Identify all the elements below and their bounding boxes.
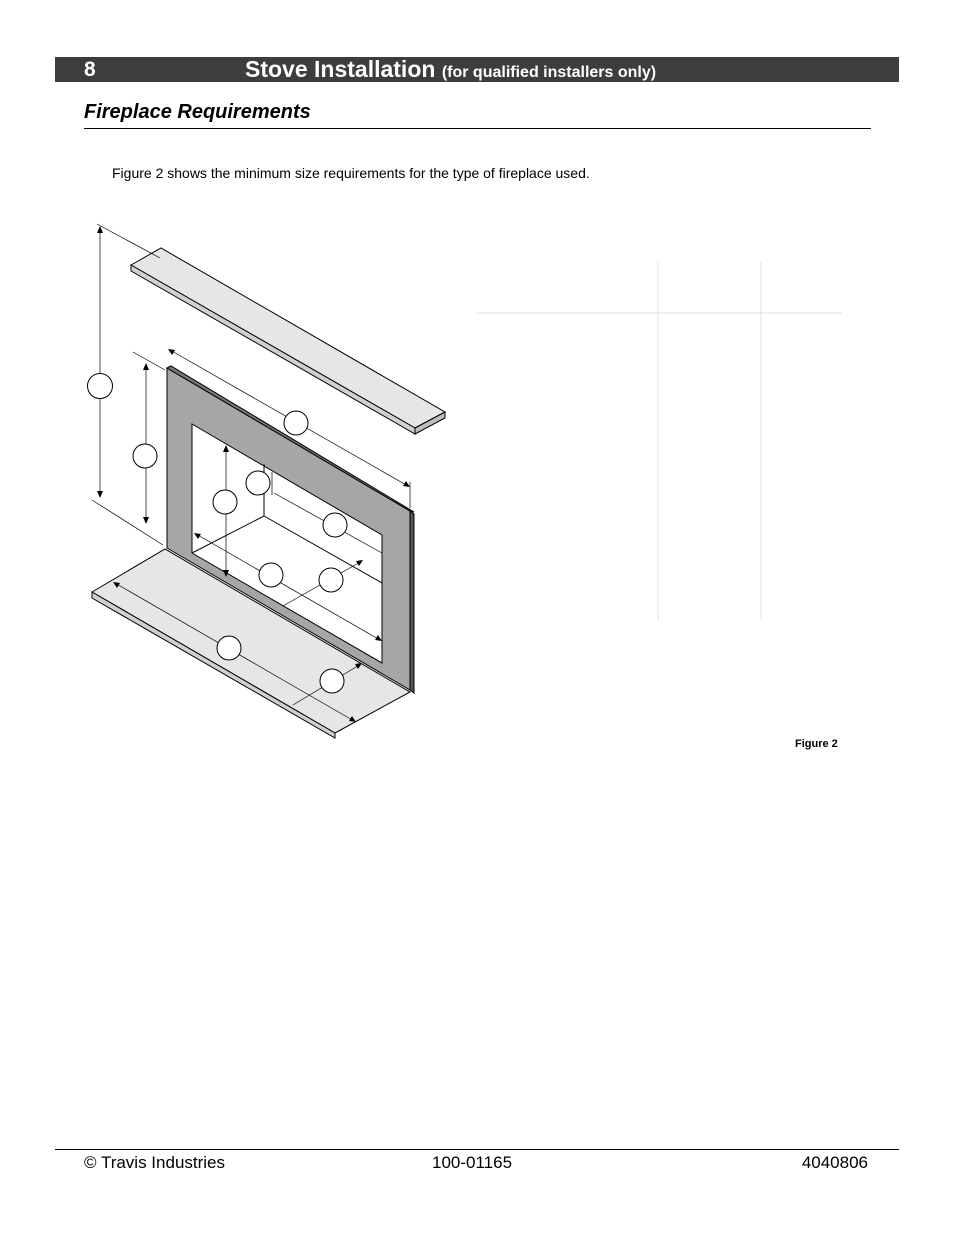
callout-circle [213, 490, 237, 514]
footer-copyright: © Travis Industries [84, 1153, 226, 1172]
callout-circle [133, 444, 157, 468]
header-title [245, 57, 656, 82]
header-subtitle: (for qualified installers only) [441, 64, 657, 81]
callout-circle [323, 513, 347, 537]
dimension-table-grid [476, 262, 842, 620]
callout-circle [259, 563, 283, 587]
figure-caption: Figure 2 [795, 738, 838, 750]
section-title: Fireplace Requirements [84, 101, 311, 123]
hearth-floor [92, 549, 410, 738]
callout-circle [246, 471, 270, 495]
footer-doc-number: 100-01165 [432, 1153, 513, 1172]
page-number: 8 [84, 58, 96, 81]
intro-paragraph: Figure 2 shows the minimum size requirements for the type of fireplace used. [112, 165, 590, 181]
callout-circle [319, 568, 343, 592]
header-bar [55, 57, 899, 82]
footer-divider [55, 1149, 899, 1150]
fireplace-diagram [0, 210, 954, 750]
callout-circle [88, 374, 113, 399]
callout-circle [320, 669, 344, 693]
callout-circle [217, 636, 241, 660]
callout-circle [284, 411, 308, 435]
header-title-main: Stove Installation [245, 56, 436, 82]
footer-date-code: 4040806 [801, 1153, 868, 1172]
section-divider [84, 128, 871, 129]
